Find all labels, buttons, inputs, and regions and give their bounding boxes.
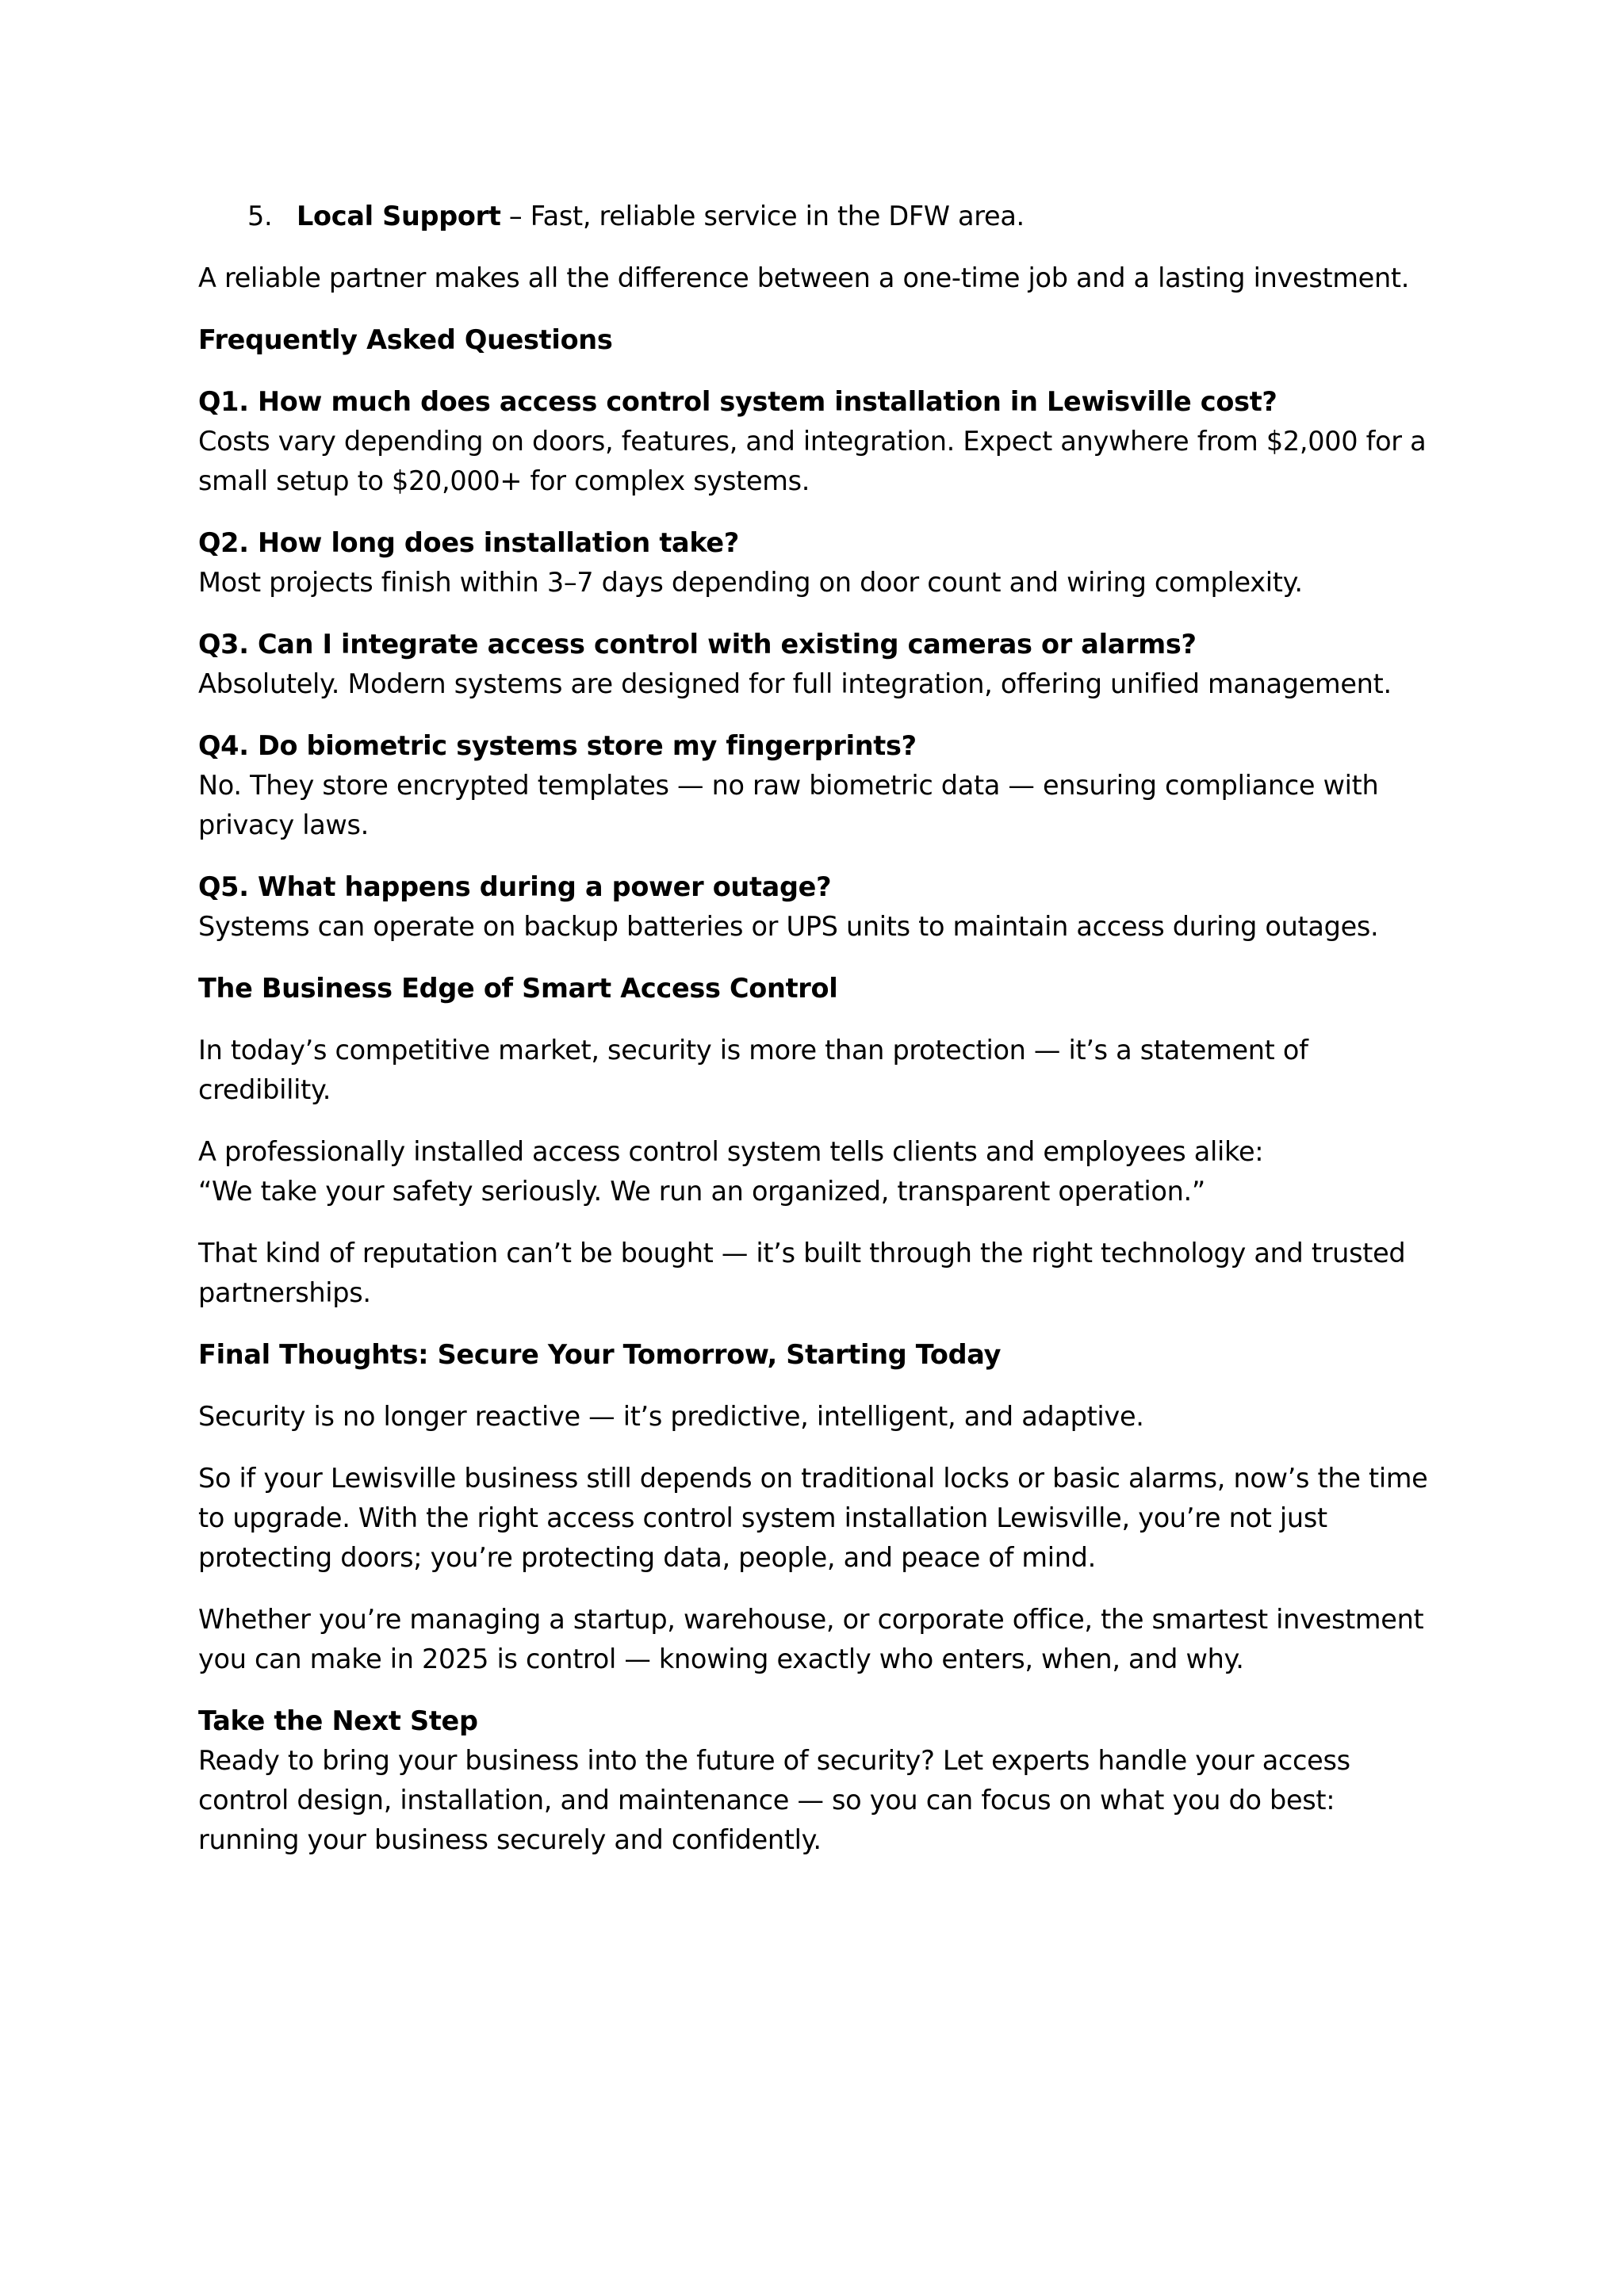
faq-item	[198, 726, 1435, 845]
business-edge-heading: The Business Edge of Smart Access Control	[198, 973, 838, 1004]
business-edge-quote: “We take your safety seriously. We run an organized, transparent operation.”	[198, 1176, 1205, 1207]
faq-question: Q4. Do biometric systems store my fingerprints?	[198, 730, 917, 761]
list-item-description: – Fast, reliable service in the DFW area.	[500, 201, 1025, 232]
intro-paragraph: A reliable partner makes all the difference between a one-time job and a lasting investment.	[198, 262, 1410, 293]
faq-item	[198, 523, 1435, 603]
next-step-heading: Take the Next Step	[198, 1705, 478, 1736]
document-body	[198, 197, 1435, 1882]
faq-question: Q5. What happens during a power outage?	[198, 871, 832, 902]
faq-item	[198, 625, 1435, 704]
business-edge-line-1: A professionally installed access control system tells clients and employees alike:	[198, 1136, 1264, 1167]
faq-answer: Absolutely. Modern systems are designed for full integration, offering unified management.	[198, 668, 1392, 699]
faq-question: Q2. How long does installation take?	[198, 527, 739, 558]
business-edge-paragraph-1: In today’s competitive market, security is more than protection — it’s a statement of credibility.	[198, 1035, 1308, 1105]
final-thoughts-heading: Final Thoughts: Secure Your Tomorrow, Starting Today	[198, 1339, 1002, 1370]
next-step-section	[198, 1701, 1435, 1860]
list-item-text	[247, 201, 1025, 232]
final-thoughts-paragraph-2: So if your Lewisville business still depends on traditional locks or basic alarms, now’s the time to upgrade. With the right access control system installation Lewisville, you’re not just protecting doors; you’re protecting data, people, and peace of mind.	[198, 1463, 1428, 1573]
faq-question: Q1. How much does access control system installation in Lewisville cost?	[198, 386, 1277, 417]
faq-heading: Frequently Asked Questions	[198, 324, 613, 355]
final-thoughts-paragraph-1: Security is no longer reactive — it’s predictive, intelligent, and adaptive.	[198, 1401, 1144, 1432]
faq-item	[198, 867, 1435, 947]
business-edge-paragraph-3: That kind of reputation can’t be bought — it’s built through the right technology and trusted partnerships.	[198, 1238, 1406, 1308]
list-number: 5.	[247, 201, 273, 232]
faq-answer: Most projects finish within 3–7 days depending on door count and wiring complexity.	[198, 567, 1303, 598]
next-step-paragraph: Ready to bring your business into the future of security? Let experts handle your access control design, installation, and maintenance — so you can focus on what you do best: running your business securely and confidently.	[198, 1745, 1350, 1855]
list-item-title: Local Support	[297, 201, 501, 232]
faq-answer: Costs vary depending on doors, features, and integration. Expect anywhere from $2,000 for a small setup to $20,000+ for complex systems.	[198, 426, 1427, 496]
list-item	[198, 197, 1435, 236]
faq-item	[198, 382, 1435, 501]
final-thoughts-paragraph-3: Whether you’re managing a startup, warehouse, or corporate office, the smartest investment you can make in 2025 is control — knowing exactly who enters, when, and why.	[198, 1604, 1424, 1674]
business-edge-paragraph-2	[198, 1132, 1435, 1211]
faq-answer: Systems can operate on backup batteries or UPS units to maintain access during outages.	[198, 911, 1379, 942]
faq-question: Q3. Can I integrate access control with existing cameras or alarms?	[198, 629, 1197, 660]
faq-answer: No. They store encrypted templates — no raw biometric data — ensuring compliance with privacy laws.	[198, 770, 1379, 840]
